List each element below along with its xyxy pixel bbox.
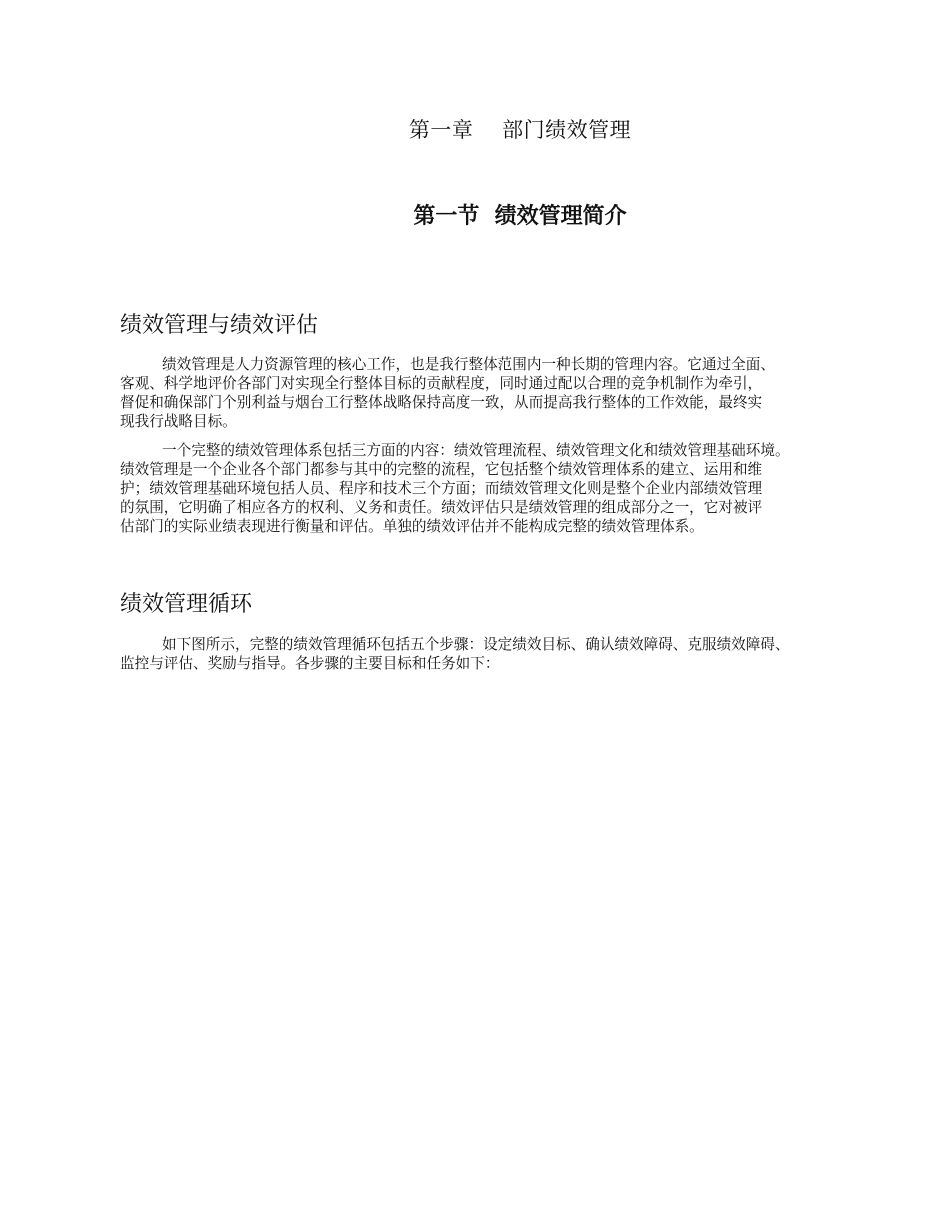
subsection-heading-performance-evaluation: 绩效管理与绩效评估 [120,313,319,338]
paragraph-performance-management-intro [120,355,900,431]
paragraph-line: 估部门的实际业绩表现进行衡量和评估。单独的绩效评估并不能构成完整的绩效管理体系。 [120,518,704,535]
chapter-title: 第一章 部门绩效管理 [408,118,632,142]
paragraph-line: 的氛围，它明确了相应各方的权利、义务和责任。绩效评估只是绩效管理的组成部分之一，它对被评 [120,499,763,516]
paragraph-performance-system [120,441,900,536]
paragraph-line: 如下图所示，完整的绩效管理循环包括五个步骤：设定绩效目标、确认绩效障碍、克服绩效障碍、 [162,636,790,653]
paragraph-line: 一个完整的绩效管理体系包括三方面的内容：绩效管理流程、绩效管理文化和绩效管理基础环境。 [162,442,790,459]
paragraph-line: 监控与评估、奖励与指导。各步骤的主要目标和任务如下： [120,655,500,672]
paragraph-line: 护；绩效管理基础环境包括人员、程序和技术三个方面；而绩效管理文化则是整个企业内部绩效管理 [120,480,763,497]
subsection-heading-performance-cycle: 绩效管理循环 [120,592,253,617]
paragraph-performance-cycle [120,635,900,673]
paragraph-line: 客观、科学地评价各部门对实现全行整体目标的贡献程度，同时通过配以合理的竞争机制作为牵引， [120,375,763,392]
section-title: 第一节 绩效管理简介 [413,204,627,229]
paragraph-line: 督促和确保部门个别利益与烟台工行整体战略保持高度一致，从而提高我行整体的工作效能，最终实 [120,394,763,411]
paragraph-line: 现我行战略目标。 [120,413,237,430]
paragraph-line: 绩效管理是人力资源管理的核心工作，也是我行整体范围内一种长期的管理内容。它通过全面、 [162,356,775,373]
paragraph-line: 绩效管理是一个企业各个部门都参与其中的完整的流程，它包括整个绩效管理体系的建立、运用和维 [120,461,763,478]
